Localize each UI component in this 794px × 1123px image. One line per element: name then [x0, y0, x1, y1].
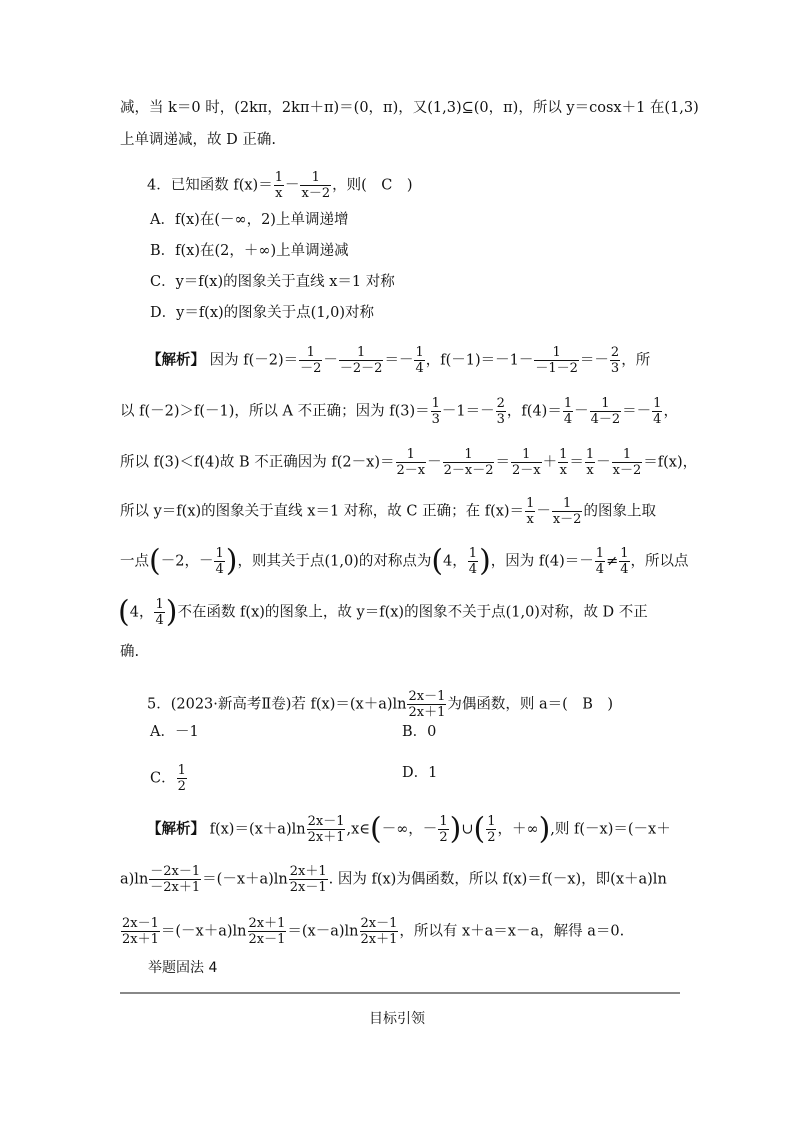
- question-text: 4．已知函数 f(x)＝: [147, 177, 273, 194]
- solution-tag: 【解析】: [147, 351, 205, 369]
- solution-line: 所以 y＝f(x)的图象关于直线 x＝1 对称，故 C 正确；在 f(x)＝ $\frac{1}{x}$ － $\frac{1}{x-2}$ 的图象上取: [120, 496, 656, 527]
- divider: [120, 992, 680, 994]
- option-b: B．0: [402, 724, 437, 740]
- fraction: $\frac{1}{x}$: [274, 170, 283, 201]
- paragraph-line: 减，当 k＝0 时，(2kπ，2kπ＋π)＝(0，π)，又(1,3)⊆(0，π)，所以 y＝cosx＋1 在(1,3): [120, 100, 699, 116]
- solution-line: a)ln $\frac{-2x-1}{-2x+1}$ ＝(－x＋a)ln $\frac{2x+1}{2x-1}$ . 因为 f(x)为偶函数，所以 f(x)＝f(－x)，即(x＋a)ln: [120, 864, 667, 895]
- solution-line: 以 f(－2)＞f(－1)，所以 A 不正确；因为 f(3)＝ $\frac{1}{3}$ －1＝－ $\frac{2}{3}$ ，f(4)＝ $\frac{1}{4}$ － $\frac{1}{4-2}$ ＝－ $\frac{1}{4}$ ，: [120, 396, 678, 427]
- option-d: D．1: [402, 765, 438, 781]
- solution-line: 【解析】 因为 f(－2)＝ $\frac{1}{-2}$ － $\frac{1}{-2-2}$ ＝－ $\frac{1}{4}$ ，f(－1)＝－1－ $\frac{1}{-1-2}$ ＝－ $\frac{2}{3}$ ，所: [147, 345, 651, 376]
- option-c: C．y＝f(x)的图象关于直线 x＝1 对称: [150, 274, 395, 290]
- fraction: $\frac{1}{x-2}$: [301, 170, 331, 201]
- paragraph-line: 上单调递减，故 D 正确.: [120, 132, 276, 148]
- answer-choice: ，则( C ): [332, 177, 413, 194]
- solution-line: 所以 f(3)＜f(4)故 B 不正确因为 f(2－x)＝ $\frac{1}{2-x}$ － $\frac{1}{2-x-2}$ ＝ $\frac{1}{2-x}$ ＋ $\frac{1}{x}$ ＝ $\frac{1}{x}$ － $\frac{1}{x-2}$ ＝f(x)，: [120, 447, 698, 478]
- option-a: A．f(x)在(－∞，2)上单调递增: [150, 212, 349, 228]
- solution-line: 【解析】 f(x)＝(x＋a)ln $\frac{2x-1}{2x+1}$ ,x∈(－∞，－ $\frac{1}{2}$ )∪( $\frac{1}{2}$ ，＋∞),则 f(－x)＝(－x＋: [147, 811, 671, 847]
- question-5: 5．(2023·新高考Ⅱ卷)若 f(x)＝(x＋a)ln $\frac{2x-1}{2x+1}$ 为偶函数，则 a＝( B ): [147, 689, 614, 720]
- option-d: D．y＝f(x)的图象关于点(1,0)对称: [150, 305, 375, 321]
- footer-title: 目标引领: [369, 1011, 425, 1027]
- option-a: A．－1: [150, 724, 199, 740]
- section-heading: 举题固法 4: [148, 960, 218, 976]
- solution-line: 一点(－2，－ $\frac{1}{4}$ )，则其关于点(1,0)的对称点为(4， $\frac{1}{4}$ )，因为 f(4)＝－ $\frac{1}{4}$ ≠ $\frac{1}{4}$ ，所以点: [120, 543, 689, 579]
- answer-choice: 为偶函数，则 a＝( B ): [447, 696, 614, 713]
- solution-line: 确.: [120, 644, 140, 660]
- option-b: B．f(x)在(2，＋∞)上单调递减: [150, 243, 349, 259]
- solution-line: (4， $\frac{1}{4}$ )不在函数 f(x)的图象上，故 y＝f(x)的图象不关于点(1,0)对称，故 D 不正: [118, 594, 648, 630]
- option-c: C． $\frac{1}{2}$: [150, 763, 186, 794]
- question-4: 4．已知函数 f(x)＝ $\frac{1}{x}$ － $\frac{1}{x-2}$ ，则( C ): [147, 170, 413, 201]
- solution-line: $\frac{2x-1}{2x+1}$ ＝(－x＋a)ln $\frac{2x+1}{2x-1}$ ＝(x－a)ln $\frac{2x-1}{2x+1}$ ，所以有 x＋a＝x－a，解得 a＝0.: [122, 916, 625, 947]
- solution-tag: 【解析】: [147, 820, 205, 838]
